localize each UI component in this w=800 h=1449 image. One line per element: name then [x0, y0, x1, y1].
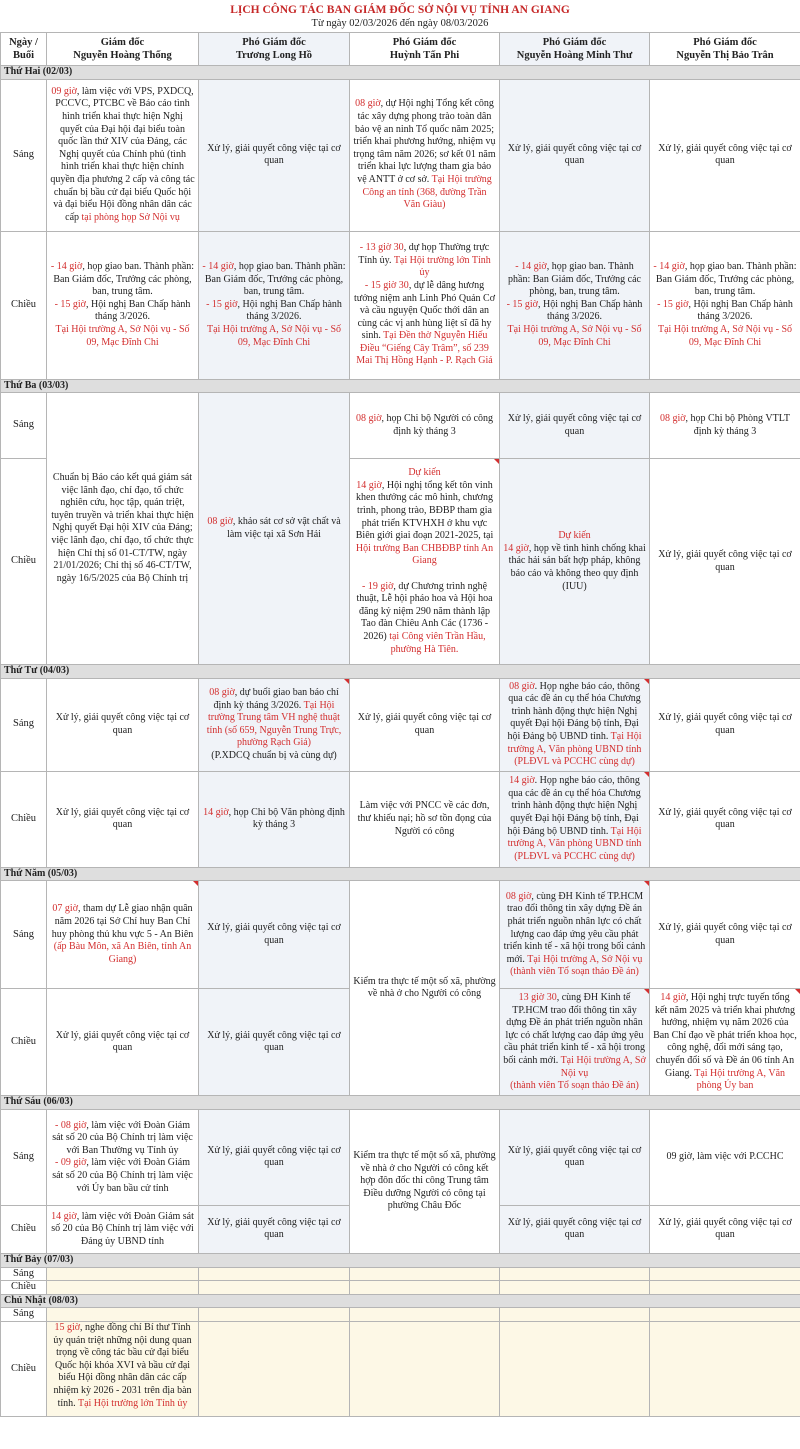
- bullet: -: [54, 1119, 61, 1131]
- role-label: Phó Giám đốc: [392, 37, 457, 48]
- day-row-tuesday: [1, 379, 800, 393]
- session-row: [1, 231, 800, 379]
- schedule-cell: Xử lý, giải quyết công việc tại cơ quan: [650, 79, 800, 231]
- header-pgd-4: [650, 33, 800, 66]
- schedule-cell: Kiểm tra thực tế một số xã, phường về nhà ở cho Người có công kết hợp đôn đốc thi công Trung tâm Điều dưỡng Người có công tại phường Châu Đốc: [350, 1109, 500, 1253]
- time-text: 15 giờ: [54, 1321, 81, 1333]
- time-text: 09 giờ: [51, 85, 77, 97]
- time-text: 13 giờ 30: [518, 992, 557, 1003]
- session-label: Chiều: [1, 1321, 47, 1416]
- bullet: -: [54, 1157, 61, 1169]
- event-text: , cùng ĐH Kinh tế TP.HCM trao đổi thông tin xây dựng Đề án phát triển nguồn nhân lực có chất lượng cao đáp ứng yêu cầu phát triển kinh tế - xã hội trong bối cảnh mới.: [503, 992, 646, 1066]
- tentative-label: Dự kiến: [408, 467, 441, 479]
- schedule-cell: [47, 1321, 199, 1416]
- schedule-cell: Xử lý, giải quyết công việc tại cơ quan: [47, 678, 199, 771]
- session-row: [1, 678, 800, 771]
- bullet: -: [206, 298, 212, 310]
- session-row: [1, 79, 800, 231]
- location-text: Tại Hội trường lớn Tỉnh ủy: [393, 254, 491, 279]
- event-text: , dự lễ dâng hương tưởng niệm anh Linh Phó Quản Cơ và cầu nguyện Quốc thới dân an cùng các vị anh hùng liệt sĩ đã hy sinh.: [354, 279, 495, 342]
- schedule-cell: Làm việc với PNCC về các đơn, thư khiếu nại; hồ sơ tồn đọng của Người có công: [350, 771, 500, 867]
- bullet: -: [50, 261, 57, 273]
- event-text: , họp Chi bộ Văn phòng định kỳ tháng 3: [228, 806, 345, 831]
- event-text: , khảo sát cơ sở vật chất và làm việc tại xã Sơn Hải: [227, 516, 341, 540]
- time-text: 15 giờ: [662, 298, 689, 310]
- location-text: Tại Hội trường A, Sở Nội vụ: [560, 1054, 646, 1079]
- schedule-cell: [199, 393, 350, 665]
- location-text: Tại Hội trường A, Văn phòng UBND tỉnh (PLĐVL và PCCHC cùng dự): [507, 731, 642, 768]
- header-pgd-2: [350, 33, 500, 66]
- session-row: [1, 881, 800, 989]
- time-text: 08 giờ: [355, 413, 382, 425]
- bullet: -: [361, 580, 368, 592]
- schedule-cell: Xử lý, giải quyết công việc tại cơ quan: [47, 771, 199, 867]
- role-label: Phó Giám đốc: [542, 37, 607, 48]
- time-text: 08 giờ: [355, 98, 381, 110]
- note-text: (thành viên Tổ soạn thảo Đề án): [510, 966, 639, 978]
- day-label: Thứ Năm (05/03): [1, 867, 800, 881]
- schedule-cell: Chuẩn bị Báo cáo kết quả giám sát việc lãnh đạo, chỉ đạo, tổ chức nghiên cứu, học tập, quán triệt, tuyên truyền và triển khai thực hiện Nghị quyết Đại hội XIV của Đảng; việc lãnh đạo, chỉ đạo, tổ chức thực hiện Chỉ thị số 01-CT/TW, ngày 21/01/2026; Chỉ thị số 46-CT/TW, ngày 16/5/2025 của Bộ Chính trị: [47, 393, 199, 665]
- header-day-line2: Buổi: [12, 50, 34, 61]
- time-text: 14 giờ: [208, 261, 234, 273]
- schedule-cell: Kiểm tra thực tế một số xã, phường về nhà ở cho Người có công: [350, 881, 500, 1096]
- day-label: Chủ Nhật (08/03): [1, 1294, 800, 1308]
- session-label: Sáng: [1, 393, 47, 459]
- event-text: , Hội nghị trực tuyến tổng kết năm 2025 và triển khai phương hướng, nhiệm vụ năm 2026 của Ban Chỉ đạo về phát triển khoa học, công nghệ, đổi mới sáng tạo, chuyển đổi số và Đề án 06 tỉnh An Giang.: [653, 992, 797, 1079]
- schedule-cell: Xử lý, giải quyết công việc tại cơ quan: [650, 771, 800, 867]
- person-name: Nguyễn Thị Bảo Trân: [676, 50, 774, 61]
- location-text: tại phòng họp Sở Nội vụ: [81, 211, 180, 223]
- schedule-cell: Xử lý, giải quyết công việc tại cơ quan: [500, 393, 650, 459]
- schedule-cell: [650, 1267, 800, 1281]
- time-text: 08 giờ: [209, 687, 235, 698]
- role-label: Giám đốc: [100, 37, 145, 48]
- schedule-cell: [47, 1109, 199, 1205]
- schedule-cell: [500, 678, 650, 771]
- event-text: , dự Hội nghị Tổng kết công tác xây dựng phong trào toàn dân bảo vệ an ninh Tổ quốc năm 2025; triển khai phương hướng, nhiệm vụ trọng tâm năm 2026; sơ kết 01 năm triển khai lực lượng tham gia bảo vệ ANTT ở cơ sở.: [353, 98, 496, 185]
- time-text: 15 giờ 30: [370, 279, 409, 291]
- schedule-cell: Xử lý, giải quyết công việc tại cơ quan: [199, 1109, 350, 1205]
- schedule-cell: [650, 1321, 800, 1416]
- schedule-cell: Xử lý, giải quyết công việc tại cơ quan: [500, 1205, 650, 1253]
- session-row: [1, 393, 800, 459]
- bullet: -: [364, 279, 371, 291]
- time-text: 09 giờ: [60, 1157, 87, 1169]
- event-text: , dự họp Thường trực Tỉnh ủy.: [358, 242, 490, 266]
- day-row-thursday: [1, 867, 800, 881]
- schedule-cell: [650, 231, 800, 379]
- event-text: , làm việc với Đoàn Giám sát số 20 của Bộ Chính trị làm việc với Đảng ủy UBND tỉnh: [51, 1210, 194, 1247]
- session-label: Chiều: [1, 771, 47, 867]
- tentative-label: Dự kiến: [558, 530, 591, 542]
- day-row-friday: [1, 1096, 800, 1110]
- bullet: -: [506, 298, 513, 310]
- event-text: , họp giao ban. Thành phần: Ban Giám đốc, Trưởng các phòng, ban, trung tâm.: [53, 261, 195, 298]
- time-text: 07 giờ: [52, 903, 78, 915]
- location-text: Tại Hội trường A, Sở Nội vụ - Số 09, Mạc Đĩnh Chi: [206, 323, 342, 348]
- event-text: , dự Chương trình nghệ thuật, Lễ hội pháo hoa và Hội hoa đăng kỷ niệm 290 năm thành lập Tao đàn Chiêu Anh Các (1736 - 2026): [356, 580, 493, 642]
- location-text: Tại Đền thờ Nguyễn Hiếu Điều “Giếng Cây Trâm”, số 239 Mai Thị Hồng Hạnh - P. Rạch Giá: [356, 330, 493, 367]
- schedule-cell: [500, 881, 650, 989]
- session-label: Chiều: [1, 1205, 47, 1253]
- session-label: Chiều: [1, 459, 47, 665]
- header-day-line1: Ngày /: [9, 37, 38, 48]
- location-text: Tại Hội trường A, Sở Nội vụ: [527, 953, 643, 965]
- event-text: , họp về tình hình chống khai thác hải sản bất hợp pháp, không báo cáo và không theo quy định (IUU): [508, 542, 646, 592]
- event-text: . Họp nghe báo cáo, thông qua các đề án cụ thể hóa Chương trình hành động thực hiện Nghị quyết Đại hội Đảng bộ tỉnh, Đại hội Đảng bộ UBND tỉnh.: [507, 775, 641, 837]
- day-row-saturday: [1, 1253, 800, 1267]
- bullet: -: [515, 261, 522, 273]
- session-row: [1, 771, 800, 867]
- schedule-cell: [199, 1281, 350, 1295]
- location-text: Tại Hội trường A, Sở Nội vụ - Số 09, Mạc Đĩnh Chi: [657, 323, 793, 348]
- time-text: 14 giờ: [659, 261, 685, 273]
- person-name: Trương Long Hồ: [235, 50, 313, 61]
- time-text: 14 giờ: [56, 261, 83, 273]
- header-giam-doc: [47, 33, 199, 66]
- role-label: Phó Giám đốc: [693, 37, 757, 48]
- schedule-cell: Xử lý, giải quyết công việc tại cơ quan: [500, 79, 650, 231]
- location-text: Tại Hội trường A, Sở Nội vụ - Số 09, Mạc Đĩnh Chi: [55, 323, 190, 348]
- session-label: Sáng: [1, 1308, 47, 1322]
- event-text: , làm việc với Đoàn Giám sát số 20 của Bộ Chính trị làm việc với Ủy ban bầu cử tỉnh: [52, 1157, 193, 1194]
- time-text: 08 giờ: [505, 890, 532, 902]
- event-text: , Hội nghị Ban Chấp hành tháng 3/2026.: [85, 298, 191, 323]
- session-label: Chiều: [1, 1281, 47, 1295]
- event-text: , dự buổi giao ban báo chí định kỳ tháng 3/2026.: [213, 687, 339, 711]
- session-row: [1, 1281, 800, 1295]
- session-label: Sáng: [1, 1267, 47, 1281]
- schedule-cell: [500, 771, 650, 867]
- time-text: 14 giờ: [203, 806, 229, 818]
- schedule-cell: [650, 1281, 800, 1295]
- location-text: Tại Hội trường A, Sở Nội vụ - Số 09, Mạc Đĩnh Chi: [507, 323, 642, 348]
- location-text: Tại Hội trường Trung tâm VH nghệ thuật tỉnh (số 659, Nguyễn Trung Trực, phường Rạch Giá): [206, 699, 342, 749]
- schedule-cell: [47, 1267, 199, 1281]
- header-pgd-1: [199, 33, 350, 66]
- event-text: , làm việc với Đoàn Giám sát số 20 của Bộ Chính trị làm việc với Ban Thường vụ Tỉnh ủy: [52, 1119, 193, 1156]
- schedule-cell: Xử lý, giải quyết công việc tại cơ quan: [500, 1109, 650, 1205]
- time-text: 15 giờ: [60, 298, 86, 310]
- session-label: Sáng: [1, 678, 47, 771]
- schedule-cell: [350, 79, 500, 231]
- schedule-cell: [47, 231, 199, 379]
- schedule-cell: [47, 881, 199, 989]
- event-text: , nghe đồng chí Bí thư Tỉnh ủy quán triệt những nội dung quan trọng về công tác bầu cử đại biểu Quốc hội khóa XVI và bầu cử đại biểu Hội đồng nhân dân các cấp nhiệm kỳ 2026 - 2031 trên địa bàn tỉnh.: [53, 1321, 192, 1409]
- day-label: Thứ Bảy (07/03): [1, 1253, 800, 1267]
- schedule-cell: [350, 1321, 500, 1416]
- day-label: Thứ Sáu (06/03): [1, 1096, 800, 1110]
- header-day: [1, 33, 47, 66]
- event-text: , họp Chi bộ Phòng VTLT định kỳ tháng 3: [685, 413, 791, 437]
- schedule-cell: [500, 989, 650, 1096]
- schedule-cell: [199, 678, 350, 771]
- event-text: , họp giao ban. Thành phần: Ban Giám đốc, Trưởng các phòng, ban, trung tâm.: [204, 261, 346, 298]
- session-label: Sáng: [1, 881, 47, 989]
- schedule-cell: [500, 231, 650, 379]
- role-label: Phó Giám đốc: [242, 37, 306, 48]
- time-text: 08 giờ: [509, 680, 535, 692]
- event-text: , họp giao ban. Thành phần: Ban Giám đốc, Trưởng các phòng, ban, trung tâm.: [508, 261, 641, 298]
- schedule-cell: Xử lý, giải quyết công việc tại cơ quan: [350, 678, 500, 771]
- event-text: , Hội nghị Ban Chấp hành tháng 3/2026.: [237, 298, 342, 323]
- time-text: 08 giờ: [659, 413, 686, 425]
- location-text: tại Công viên Trần Hầu, phường Hà Tiên.: [389, 630, 486, 655]
- session-label: Chiều: [1, 989, 47, 1096]
- day-row-sunday: [1, 1294, 800, 1308]
- event-text: , họp giao ban. Thành phần: Ban Giám đốc, Trưởng các phòng, ban, trung tâm.: [655, 261, 797, 298]
- note-text: (P.XDCQ chuẩn bị và cùng dự): [211, 749, 337, 761]
- event-text: , Hội nghị tổng kết tôn vinh khen thưởng các mô hình, chương trình, phong trào, BĐBP tham gia phát triển KTVHXH ở khu vực Biên giới giai đoạn 2021-2025, tại: [355, 479, 494, 542]
- schedule-cell: [350, 1308, 500, 1322]
- schedule-cell: Xử lý, giải quyết công việc tại cơ quan: [199, 989, 350, 1096]
- time-text: 14 giờ: [660, 992, 686, 1003]
- event-text: , họp Chi bộ Người có công định kỳ tháng 3: [381, 413, 494, 437]
- day-label: Thứ Tư (04/03): [1, 665, 800, 679]
- session-row: [1, 1308, 800, 1322]
- schedule-cell: [199, 1321, 350, 1416]
- schedule-cell: Xử lý, giải quyết công việc tại cơ quan: [199, 881, 350, 989]
- time-text: 14 giờ: [521, 261, 547, 273]
- location-text: Tại Hội trường A, Văn phòng UBND tỉnh (PLĐVL và PCCHC cùng dự): [507, 825, 642, 862]
- location-text: Hội trường Ban CHBĐBP tỉnh An Giang: [355, 542, 494, 567]
- time-text: 15 giờ: [211, 298, 238, 310]
- schedule-cell: [47, 1308, 199, 1322]
- schedule-cell: [500, 1267, 650, 1281]
- location-text: Tại Hội trường Công an tỉnh (368, đường Trần Văn Giàu): [362, 173, 492, 211]
- schedule-cell: [650, 393, 800, 459]
- time-text: 08 giờ: [207, 516, 233, 528]
- session-label: Sáng: [1, 79, 47, 231]
- header-row: [1, 33, 800, 66]
- schedule-cell: [47, 79, 199, 231]
- time-text: 08 giờ: [60, 1119, 87, 1131]
- event-text: . Họp nghe báo cáo, thông qua các đề án cụ thể hóa Chương trình hành động thực hiện Nghị quyết Đại hội Đảng bộ tỉnh, Đại hội Đảng bộ UBND tỉnh.: [507, 680, 641, 743]
- session-label: Chiều: [1, 231, 47, 379]
- time-text: 15 giờ: [512, 298, 538, 310]
- event-text: , cùng ĐH Kinh tế TP.HCM trao đổi thông tin xây dựng Đề án phát triển nguồn nhân lực có chất lượng cao đáp ứng yêu cầu phát triển kinh tế - xã hội trong bối cảnh mới.: [503, 890, 646, 965]
- schedule-cell: [350, 393, 500, 459]
- page-title: LỊCH CÔNG TÁC BAN GIÁM ĐỐC SỞ NỘI VỤ TỈNH AN GIANG: [230, 4, 570, 16]
- session-row: [1, 1321, 800, 1416]
- day-label: Thứ Hai (02/03): [1, 66, 800, 80]
- event-text: , Hội nghị Ban Chấp hành tháng 3/2026.: [537, 298, 643, 323]
- schedule-cell: Xử lý, giải quyết công việc tại cơ quan: [199, 1205, 350, 1253]
- schedule-table: [0, 32, 800, 1417]
- schedule-cell: Xử lý, giải quyết công việc tại cơ quan: [47, 989, 199, 1096]
- schedule-cell: Xử lý, giải quyết công việc tại cơ quan: [650, 678, 800, 771]
- schedule-cell: [199, 771, 350, 867]
- time-text: 13 giờ 30: [365, 242, 404, 254]
- bullet: -: [657, 298, 663, 310]
- schedule-cell: [199, 1308, 350, 1322]
- schedule-cell: Xử lý, giải quyết công việc tại cơ quan: [650, 1205, 800, 1253]
- bullet: -: [54, 298, 61, 310]
- schedule-cell: [350, 231, 500, 379]
- location-text: (ấp Bàu Môn, xã An Biên, tỉnh An Giang): [53, 941, 192, 965]
- schedule-cell: [47, 1205, 199, 1253]
- bullet: -: [202, 261, 209, 273]
- time-text: 14 giờ: [509, 775, 535, 787]
- schedule-cell: [47, 1281, 199, 1295]
- schedule-cell: [650, 1308, 800, 1322]
- bullet: -: [359, 242, 366, 254]
- note-text: (thành viên Tổ soạn thảo Đề án): [510, 1080, 639, 1092]
- schedule-cell: [350, 1281, 500, 1295]
- location-text: Tại Hội trường lớn Tỉnh ủy: [77, 1397, 188, 1409]
- time-text: 14 giờ: [356, 479, 382, 491]
- day-label: Thứ Ba (03/03): [1, 379, 800, 393]
- schedule-cell: [500, 1281, 650, 1295]
- schedule-cell: Xử lý, giải quyết công việc tại cơ quan: [650, 881, 800, 989]
- session-row: [1, 1267, 800, 1281]
- location-text: Tại Hội trường A, Văn phòng Ủy ban: [694, 1067, 786, 1092]
- person-name: Nguyễn Hoàng Thống: [73, 50, 172, 61]
- schedule-cell: [199, 231, 350, 379]
- schedule-cell: Xử lý, giải quyết công việc tại cơ quan: [199, 79, 350, 231]
- day-row-monday: [1, 66, 800, 80]
- person-name: Huỳnh Tấn Phi: [389, 50, 460, 61]
- bullet: -: [653, 261, 660, 273]
- event-text: , Hội nghị Ban Chấp hành tháng 3/2026.: [688, 298, 793, 323]
- session-label: Sáng: [1, 1109, 47, 1205]
- time-text: 19 giờ: [367, 580, 394, 592]
- schedule-cell: [500, 1321, 650, 1416]
- schedule-cell: [350, 459, 500, 665]
- day-row-wednesday: [1, 665, 800, 679]
- session-row: [1, 1109, 800, 1205]
- schedule-cell: [350, 1267, 500, 1281]
- event-text: , làm việc với VPS, PXDCQ, PCCVC, PTCBC về Báo cáo tình hình triển khai thực hiện Nghị quyết của Đại hội đại biểu toàn quốc lần thứ XIV của Đảng, các Nghị quyết của Chính phủ (tình hình triển khai thực hiện chính quyền địa phương 2 cấp và công tác chuẩn bị bầu cử đại biểu Quốc hội và đại biểu Hội đồng nhân dân các cấp: [50, 85, 195, 223]
- header-pgd-3: [500, 33, 650, 66]
- schedule-cell: [500, 1308, 650, 1322]
- time-text: 14 giờ: [503, 542, 529, 554]
- schedule-cell: Xử lý, giải quyết công việc tại cơ quan: [650, 459, 800, 665]
- time-text: 14 giờ: [51, 1210, 77, 1222]
- person-name: Nguyễn Hoàng Minh Thư: [516, 50, 633, 61]
- schedule-cell: 09 giờ, làm việc với P.CCHC: [650, 1109, 800, 1205]
- schedule-cell: [500, 459, 650, 665]
- schedule-cell: [199, 1267, 350, 1281]
- date-range: Từ ngày 02/03/2026 đến ngày 08/03/2026: [311, 18, 489, 29]
- schedule-cell: [650, 989, 800, 1096]
- event-text: , tham dự Lễ giao nhận quân năm 2026 tại Sở Chỉ huy Ban Chỉ huy phòng thủ khu vực 5 - An Biên: [51, 903, 194, 940]
